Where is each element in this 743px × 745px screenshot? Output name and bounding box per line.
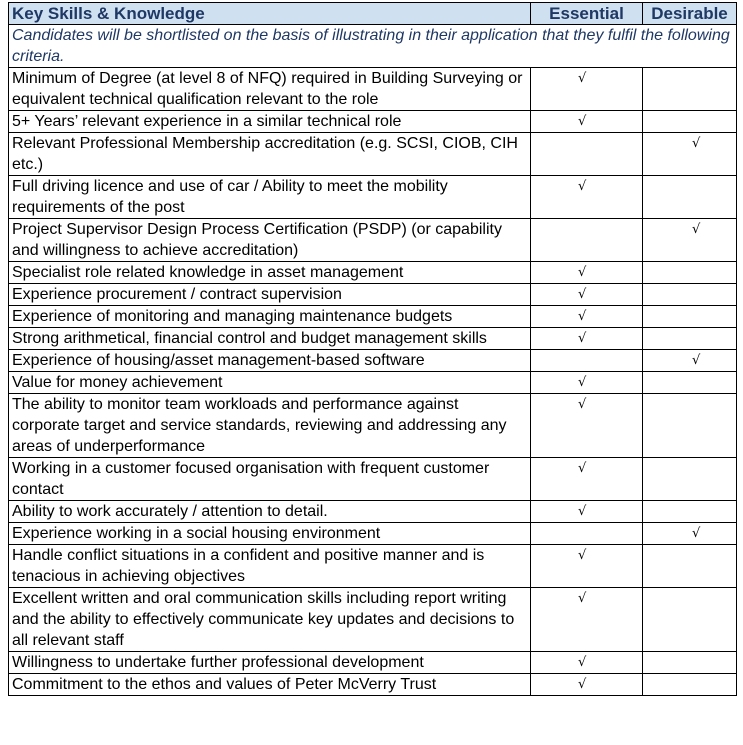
- criteria-table: [8, 2, 737, 696]
- table-row: [9, 68, 737, 111]
- skill-cell: 5+ Years’ relevant experience in a similar technical role: [9, 111, 531, 133]
- skill-cell: Working in a customer focused organisation with frequent customer contact: [9, 458, 531, 501]
- skill-cell: Willingness to undertake further professional development: [9, 652, 531, 674]
- desirable-cell: [643, 372, 737, 394]
- desirable-cell: [643, 588, 737, 652]
- desirable-cell: [643, 328, 737, 350]
- essential-cell: [531, 652, 643, 674]
- essential-cell: [531, 133, 643, 176]
- desirable-cell: [643, 219, 737, 262]
- header-key-skills: Key Skills & Knowledge: [9, 3, 531, 25]
- table-row: [9, 328, 737, 350]
- table-row: [9, 219, 737, 262]
- table-row: [9, 523, 737, 545]
- essential-tick: √: [578, 591, 587, 606]
- table-row: [9, 262, 737, 284]
- table-row: [9, 350, 737, 372]
- desirable-cell: [643, 68, 737, 111]
- skill-cell: Ability to work accurately / attention to detail.: [9, 501, 531, 523]
- header-row: [9, 3, 737, 25]
- table-row: [9, 588, 737, 652]
- desirable-cell: [643, 394, 737, 458]
- essential-cell: [531, 284, 643, 306]
- essential-tick: √: [578, 114, 587, 129]
- skill-cell: Specialist role related knowledge in asset management: [9, 262, 531, 284]
- table-row: [9, 501, 737, 523]
- table-row: [9, 652, 737, 674]
- skill-cell: Minimum of Degree (at level 8 of NFQ) required in Building Surveying or equivalent technical qualification relevant to the role: [9, 68, 531, 111]
- essential-cell: [531, 501, 643, 523]
- skill-cell: The ability to monitor team workloads and performance against corporate target and service standards, reviewing and addressing any areas of underperformance: [9, 394, 531, 458]
- skill-cell: Experience of monitoring and managing maintenance budgets: [9, 306, 531, 328]
- table-row: [9, 306, 737, 328]
- skill-cell: Experience of housing/asset management-based software: [9, 350, 531, 372]
- essential-cell: [531, 68, 643, 111]
- essential-tick: √: [578, 287, 587, 302]
- skill-cell: Full driving licence and use of car / Ability to meet the mobility requirements of the post: [9, 176, 531, 219]
- essential-cell: [531, 262, 643, 284]
- skill-cell: Strong arithmetical, financial control and budget management skills: [9, 328, 531, 350]
- skill-cell: Experience procurement / contract supervision: [9, 284, 531, 306]
- essential-tick: √: [578, 265, 587, 280]
- table-row: [9, 284, 737, 306]
- essential-tick: √: [578, 397, 587, 412]
- skill-cell: Excellent written and oral communication skills including report writing and the ability to effectively communicate key updates and decisions to all relevant staff: [9, 588, 531, 652]
- shortlist-note: Candidates will be shortlisted on the basis of illustrating in their application that they fulfil the following criteria.: [9, 25, 737, 68]
- table-row: [9, 372, 737, 394]
- essential-tick: √: [578, 179, 587, 194]
- essential-tick: √: [578, 677, 587, 692]
- desirable-cell: [643, 458, 737, 501]
- skill-cell: Relevant Professional Membership accreditation (e.g. SCSI, CIOB, CIH etc.): [9, 133, 531, 176]
- essential-tick: √: [578, 504, 587, 519]
- essential-cell: [531, 545, 643, 588]
- table-row: [9, 111, 737, 133]
- essential-cell: [531, 176, 643, 219]
- desirable-cell: [643, 262, 737, 284]
- desirable-tick: √: [692, 526, 701, 541]
- essential-tick: √: [578, 461, 587, 476]
- desirable-cell: [643, 501, 737, 523]
- table-row: [9, 133, 737, 176]
- essential-cell: [531, 674, 643, 696]
- header-essential: Essential: [531, 3, 643, 25]
- skill-cell: Project Supervisor Design Process Certification (PSDP) (or capability and willingness to achieve accreditation): [9, 219, 531, 262]
- desirable-cell: [643, 350, 737, 372]
- skill-cell: Handle conflict situations in a confident and positive manner and is tenacious in achieving objectives: [9, 545, 531, 588]
- essential-cell: [531, 588, 643, 652]
- essential-tick: √: [578, 331, 587, 346]
- essential-cell: [531, 523, 643, 545]
- desirable-cell: [643, 111, 737, 133]
- desirable-cell: [643, 523, 737, 545]
- desirable-tick: √: [692, 136, 701, 151]
- header-desirable: Desirable: [643, 3, 737, 25]
- essential-cell: [531, 372, 643, 394]
- essential-cell: [531, 394, 643, 458]
- desirable-cell: [643, 133, 737, 176]
- essential-tick: √: [578, 655, 587, 670]
- table-row: [9, 176, 737, 219]
- note-row: [9, 25, 737, 68]
- essential-tick: √: [578, 71, 587, 86]
- table-row: [9, 674, 737, 696]
- table-row: [9, 545, 737, 588]
- desirable-cell: [643, 652, 737, 674]
- essential-cell: [531, 328, 643, 350]
- essential-cell: [531, 350, 643, 372]
- essential-cell: [531, 306, 643, 328]
- table-row: [9, 394, 737, 458]
- skill-cell: Commitment to the ethos and values of Peter McVerry Trust: [9, 674, 531, 696]
- desirable-cell: [643, 674, 737, 696]
- desirable-cell: [643, 306, 737, 328]
- desirable-tick: √: [692, 222, 701, 237]
- skill-cell: Experience working in a social housing environment: [9, 523, 531, 545]
- table-row: [9, 458, 737, 501]
- essential-cell: [531, 111, 643, 133]
- desirable-tick: √: [692, 353, 701, 368]
- essential-cell: [531, 219, 643, 262]
- essential-tick: √: [578, 309, 587, 324]
- essential-tick: √: [578, 375, 587, 390]
- desirable-cell: [643, 176, 737, 219]
- desirable-cell: [643, 545, 737, 588]
- essential-cell: [531, 458, 643, 501]
- skill-cell: Value for money achievement: [9, 372, 531, 394]
- desirable-cell: [643, 284, 737, 306]
- essential-tick: √: [578, 548, 587, 563]
